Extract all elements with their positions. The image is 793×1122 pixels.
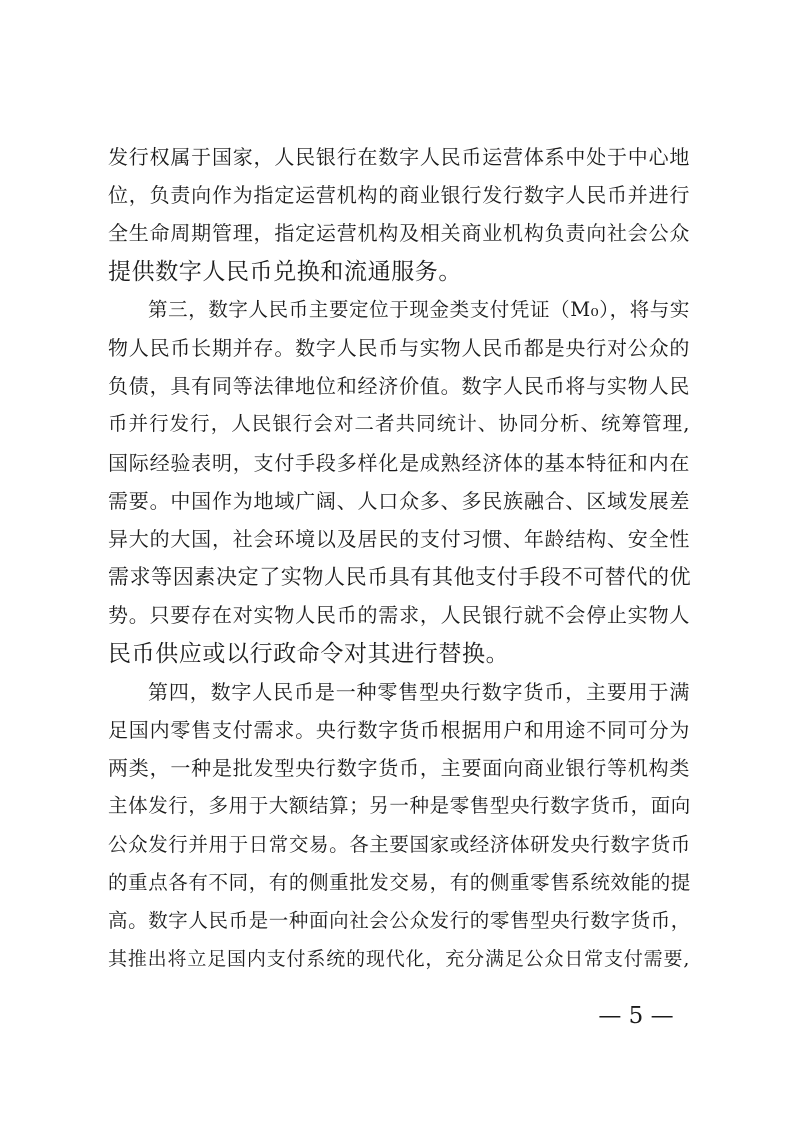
body-text-line: 的重点各有不同，有的侧重批发交易，有的侧重零售系统效能的提 (108, 870, 691, 894)
body-text-line: 高。数字人民币是一种面向社会公众发行的零售型央行数字货币， (108, 909, 691, 932)
body-text-line: 国际经验表明，支付手段多样化是成熟经济体的基本特征和内在 (108, 450, 690, 475)
body-text-line: 足国内零售支付需求。央行数字货币根据用户和用途不同可分为 (108, 718, 690, 742)
body-text-line: 主体发行，多用于大额结算；另一种是零售型央行数字货币，面向 (108, 794, 691, 818)
paragraph-start-line: 第四，数字人民币是一种零售型央行数字货币，主要用于满 (148, 679, 690, 704)
body-text-line: 需求等因素决定了实物人民币具有其他支付手段不可替代的优 (108, 565, 692, 590)
body-text-line: 发行权属于国家，人民银行在数字人民币运营体系中处于中心地 (108, 145, 690, 169)
body-text-line: 负债，具有同等法律地位和经济价值。数字人民币将与实物人民 (108, 374, 690, 399)
body-text-line: 物人民币长期并存。数字人民币与实物人民币都是央行对公众的 (108, 336, 690, 360)
body-text-line: 币并行发行，人民银行会对二者共同统计、协同分析、统筹管理, (108, 412, 690, 436)
body-text-line: 全生命周期管理，指定运营机构及相关商业机构负责向社会公众 (108, 221, 690, 246)
body-text-line: 民币供应或以行政命令对其进行替换。 (108, 640, 510, 667)
body-text-line: 提供数字人民币兑换和流通服务。 (108, 258, 462, 285)
body-text-line: 其推出将立足国内支付系统的现代化，充分满足公众日常支付需要, (108, 948, 690, 971)
body-text-line: 两类，一种是批发型央行数字货币，主要面向商业银行等机构类 (108, 756, 690, 781)
paragraph-start-line: 第三，数字人民币主要定位于现金类支付凭证（M₀），将与实 (148, 297, 690, 321)
body-text-line: 公众发行并用于日常交易。各主要国家或经济体研发央行数字货币 (108, 832, 691, 856)
body-text-line: 需要。中国作为地域广阔、人口众多、多民族融合、区域发展差 (108, 488, 690, 513)
body-text-line: 位，负责向作为指定运营机构的商业银行发行数字人民币并进行 (108, 183, 690, 208)
page-number: — 5 — (598, 1003, 674, 1029)
body-text-line: 异大的大国，社会环境以及居民的支付习惯、年龄结构、安全性 (108, 527, 690, 551)
body-text-line: 势。只要存在对实物人民币的需求，人民银行就不会停止实物人 (108, 603, 690, 628)
